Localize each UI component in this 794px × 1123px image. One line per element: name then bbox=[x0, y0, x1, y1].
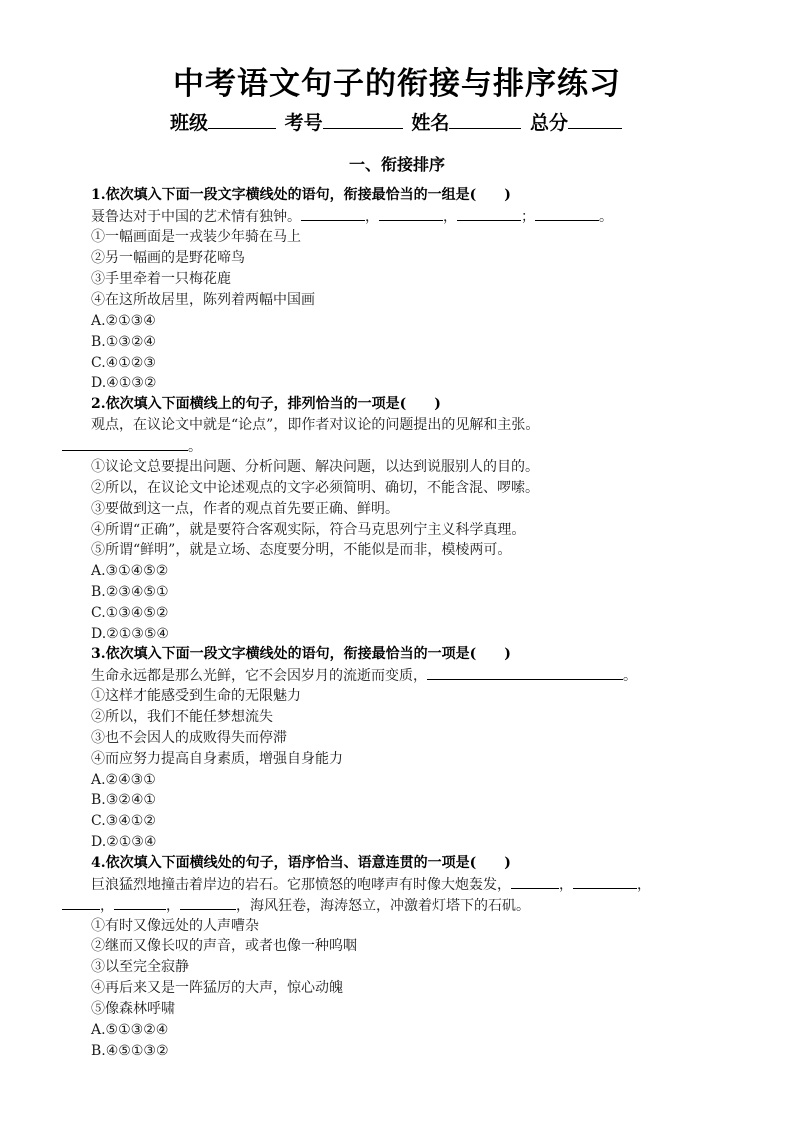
list-item: ⑤像森林呼啸 bbox=[91, 1001, 175, 1017]
answer-blank[interactable] bbox=[535, 206, 599, 221]
option-a[interactable]: A.②①③④ bbox=[91, 313, 156, 329]
question-passage bbox=[91, 665, 637, 686]
exam-no-label: 考号 bbox=[284, 112, 323, 134]
list-item: ④在这所故居里，陈列着两幅中国画 bbox=[91, 292, 315, 308]
period: 。 bbox=[188, 439, 202, 455]
class-blank[interactable] bbox=[208, 109, 276, 129]
list-item: ①有时又像远处的人声嘈杂 bbox=[91, 918, 259, 934]
comma: ， bbox=[100, 898, 114, 914]
question-stem: 2.依次填入下面横线上的句子，排列恰当的一项是( ) bbox=[91, 396, 441, 412]
option-b[interactable]: B.④⑤①③② bbox=[91, 1043, 169, 1059]
semicolon: ； bbox=[521, 209, 535, 225]
option-a[interactable]: A.⑤①③②④ bbox=[91, 1022, 169, 1038]
answer-blank[interactable] bbox=[180, 895, 236, 910]
option-c[interactable]: C.③④①② bbox=[91, 813, 156, 829]
answer-blank[interactable] bbox=[427, 665, 623, 680]
list-item: ④而应努力提高自身素质，增强自身能力 bbox=[91, 751, 343, 767]
list-item: ④再后来又是一阵猛厉的大声，惊心动魄 bbox=[91, 980, 343, 996]
option-b[interactable]: B.①③②④ bbox=[91, 334, 156, 350]
section-title: 一、衔接排序 bbox=[348, 155, 445, 174]
class-label: 班级 bbox=[170, 112, 209, 134]
option-b[interactable]: B.③②④① bbox=[91, 792, 156, 808]
passage-text: 巨浪猛烈地撞击着岸边的岩石。它那愤怒的咆哮声有时像大炮轰发， bbox=[91, 877, 511, 893]
comma: ， bbox=[637, 877, 651, 893]
passage-text: 聂鲁达对于中国的艺术情有独钟。 bbox=[91, 209, 301, 225]
list-item: ②所以，我们不能任梦想流失 bbox=[91, 709, 273, 725]
answer-blank[interactable] bbox=[114, 895, 166, 910]
option-d[interactable]: D.④①③② bbox=[91, 375, 157, 391]
question-passage bbox=[91, 206, 613, 227]
answer-blank[interactable] bbox=[379, 206, 443, 221]
name-blank[interactable] bbox=[449, 109, 521, 129]
answer-blank[interactable] bbox=[62, 436, 188, 451]
exam-no-blank[interactable] bbox=[323, 109, 403, 129]
list-item: ①这样才能感受到生命的无限魅力 bbox=[91, 688, 301, 704]
answer-blank[interactable] bbox=[511, 874, 559, 889]
option-a[interactable]: A.②④③① bbox=[91, 772, 156, 788]
list-item: ①一幅画面是一戎装少年骑在马上 bbox=[91, 229, 301, 245]
question-passage-cont bbox=[62, 895, 530, 916]
list-item: ①议论文总要提出问题、分析问题、解决问题，以达到说服别人的目的。 bbox=[91, 459, 539, 475]
list-item: ③也不会因人的成败得失而停滞 bbox=[91, 730, 287, 746]
page-title: 中考语文句子的衔接与排序练习 bbox=[173, 66, 621, 102]
name-label: 姓名 bbox=[411, 112, 450, 134]
passage-text: 海风狂卷，海涛怒立，冲激着灯塔下的石矶。 bbox=[250, 898, 530, 914]
question-stem: 4.依次填入下面横线处的句子，语序恰当、语意连贯的一项是( ) bbox=[91, 855, 511, 871]
answer-blank[interactable] bbox=[301, 206, 365, 221]
answer-blank[interactable] bbox=[457, 206, 521, 221]
question-passage: 观点，在议论文中就是“论点”，即作者对议论的问题提出的见解和主张。 bbox=[91, 417, 540, 433]
list-item: ③要做到这一点，作者的观点首先要正确、鲜明。 bbox=[91, 501, 399, 517]
question-stem: 1.依次填入下面一段文字横线处的语句，衔接最恰当的一组是( ) bbox=[91, 187, 511, 203]
score-label: 总分 bbox=[529, 112, 568, 134]
question-passage-cont bbox=[62, 436, 202, 457]
list-item: ②所以，在议论文中论述观点的文字必须简明、确切，不能含混、啰嗦。 bbox=[91, 480, 539, 496]
option-c[interactable]: C.④①②③ bbox=[91, 355, 156, 371]
option-b[interactable]: B.②③④⑤① bbox=[91, 584, 169, 600]
list-item: ②继而又像长叹的声音，或者也像一种呜咽 bbox=[91, 938, 357, 954]
period: 。 bbox=[599, 209, 613, 225]
list-item: ②另一幅画的是野花啼鸟 bbox=[91, 250, 245, 266]
score-blank[interactable] bbox=[568, 109, 622, 129]
option-d[interactable]: D.②①③⑤④ bbox=[91, 626, 169, 642]
comma: ， bbox=[559, 877, 573, 893]
list-item: ③以至完全寂静 bbox=[91, 959, 189, 975]
period: 。 bbox=[623, 668, 637, 684]
comma: ， bbox=[443, 209, 457, 225]
option-a[interactable]: A.③①④⑤② bbox=[91, 563, 169, 579]
list-item: ③手里牵着一只梅花鹿 bbox=[91, 271, 231, 287]
option-d[interactable]: D.②①③④ bbox=[91, 834, 157, 850]
option-c[interactable]: C.①③④⑤② bbox=[91, 605, 169, 621]
comma: ， bbox=[365, 209, 379, 225]
list-item: ⑤所谓“鲜明”，就是立场、态度要分明，不能似是而非，模棱两可。 bbox=[91, 542, 512, 558]
passage-text: 生命永远都是那么光鲜，它不会因岁月的流逝而变质， bbox=[91, 668, 427, 684]
answer-blank[interactable] bbox=[62, 895, 100, 910]
comma: ， bbox=[166, 898, 180, 914]
comma: ， bbox=[236, 898, 250, 914]
question-passage bbox=[91, 874, 651, 895]
answer-blank[interactable] bbox=[573, 874, 637, 889]
list-item: ④所谓“正确”，就是要符合客观实际，符合马克思列宁主义科学真理。 bbox=[91, 522, 526, 538]
question-stem: 3.依次填入下面一段文字横线处的语句，衔接最恰当的一项是( ) bbox=[91, 646, 511, 662]
student-info-line bbox=[0, 108, 794, 135]
